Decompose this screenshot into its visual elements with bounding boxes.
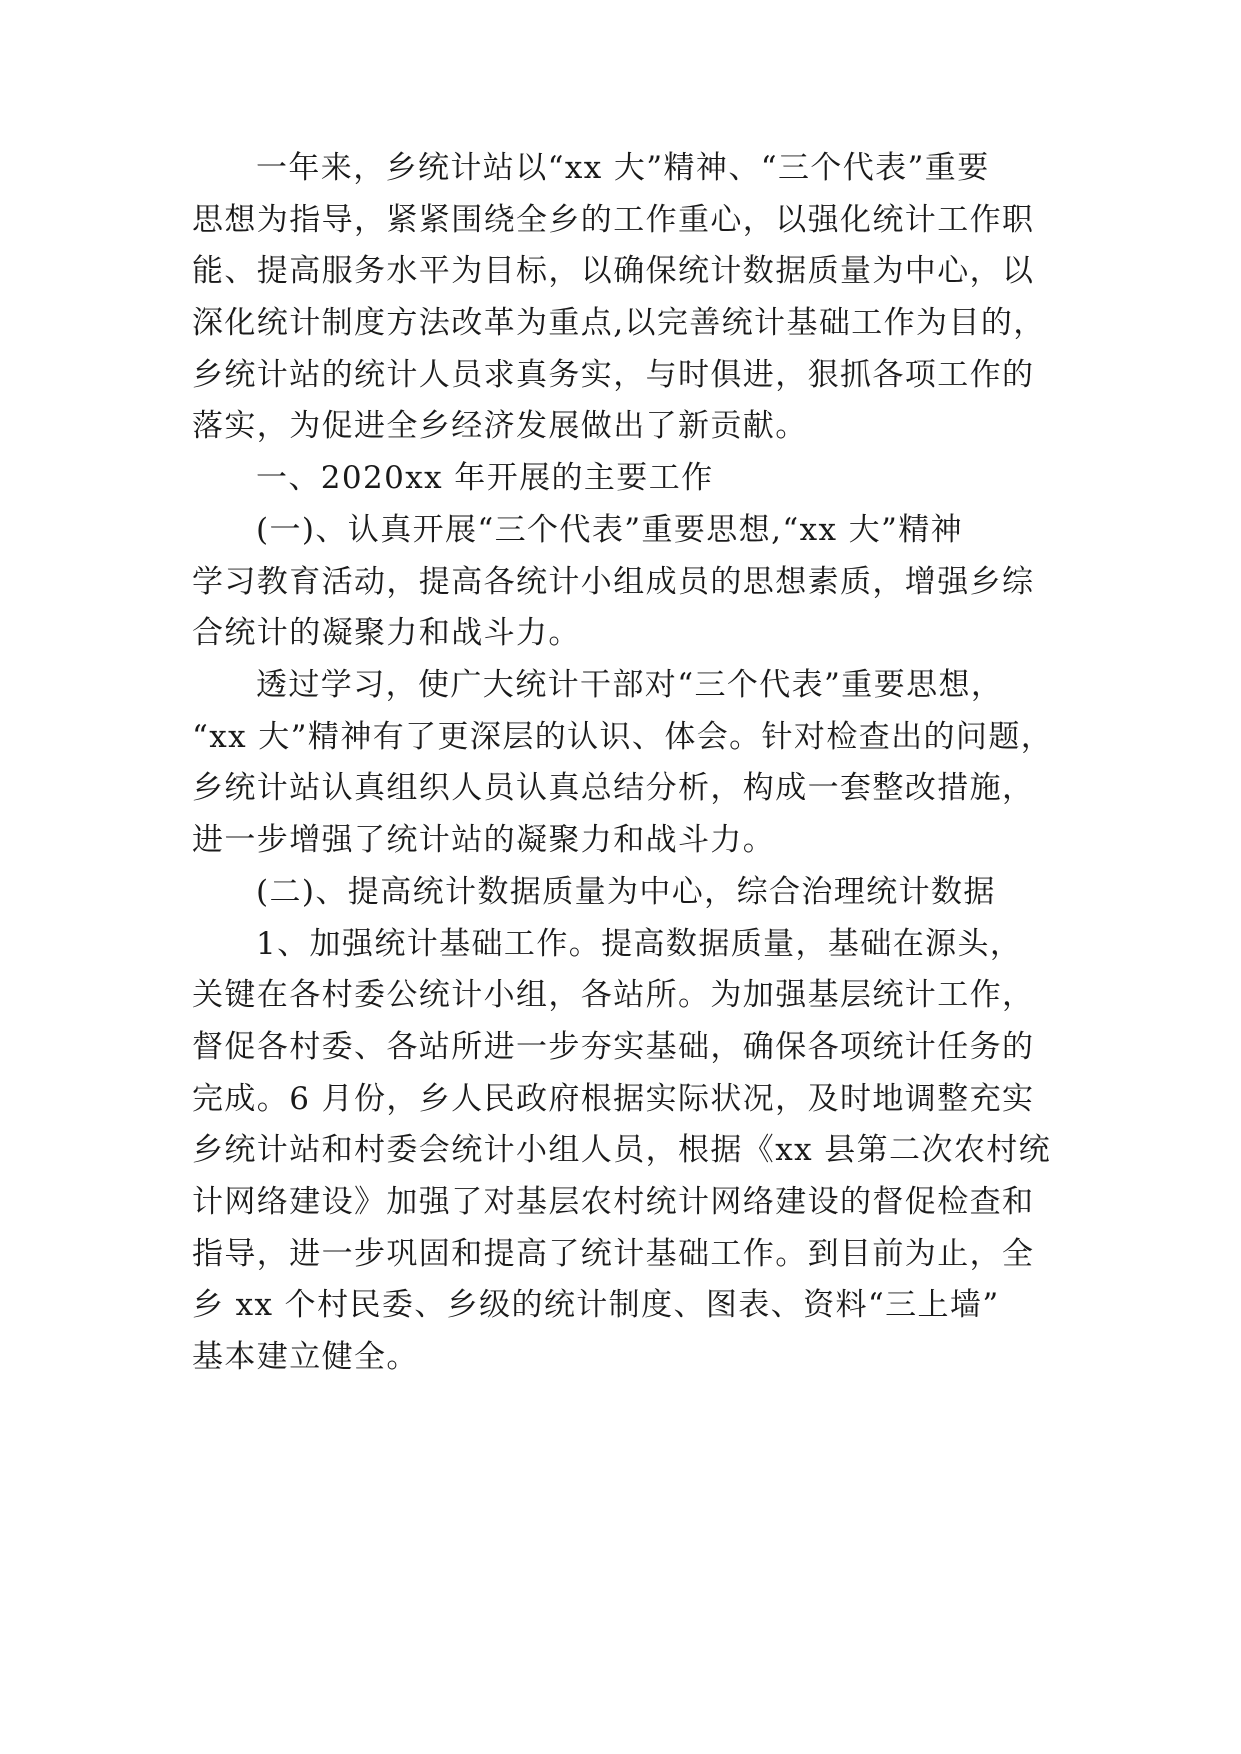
paragraph-intro-line-4: 深化统计制度方法改革为重点,以完善统计基础工作为目的， xyxy=(192,305,1046,341)
subheading-2: (二)、提高统计数据质量为中心，综合治理统计数据 xyxy=(256,874,996,910)
paragraph-basics-line-1: 1、加强统计基础工作。提高数据质量，基础在源头， xyxy=(256,926,1023,962)
paragraph-basics-line-8: 乡 xx 个村民委、乡级的统计制度、图表、资料“三上墙” xyxy=(192,1287,1000,1323)
paragraph-intro-line-5: 乡统计站的统计人员求真务实，与时俱进，狠抓各项工作的 xyxy=(192,357,1035,393)
paragraph-basics-line-6: 计网络建设》加强了对基层农村统计网络建设的督促检查和 xyxy=(192,1184,1035,1220)
paragraph-study-line-2: “xx 大”精神有了更深层的认识、体会。针对检查出的问题， xyxy=(192,719,1054,755)
subheading-1-line-1: (一)、认真开展“三个代表”重要思想,“xx 大”精神 xyxy=(256,512,964,548)
paragraph-intro-line-2: 思想为指导，紧紧围绕全乡的工作重心，以强化统计工作职 xyxy=(192,202,1035,238)
paragraph-basics-line-5: 乡统计站和村委会统计小组人员，根据《xx 县第二次农村统 xyxy=(192,1132,1052,1168)
paragraph-study-line-4: 进一步增强了统计站的凝聚力和战斗力。 xyxy=(192,822,776,858)
subheading-1-line-3: 合统计的凝聚力和战斗力。 xyxy=(192,615,581,651)
paragraph-study-line-1: 透过学习，使广大统计干部对“三个代表”重要思想， xyxy=(256,667,1004,703)
paragraph-study-line-3: 乡统计站认真组织人员认真总结分析，构成一套整改措施， xyxy=(192,770,1035,806)
section-heading-main-work: 一、2020xx 年开展的主要工作 xyxy=(256,460,714,496)
paragraph-basics-line-3: 督促各村委、各站所进一步夯实基础，确保各项统计任务的 xyxy=(192,1029,1035,1065)
paragraph-basics-line-4: 完成。6 月份，乡人民政府根据实际状况，及时地调整充实 xyxy=(192,1081,1035,1117)
paragraph-intro-line-1: 一年来，乡统计站以“xx 大”精神、“三个代表”重要 xyxy=(256,150,990,186)
paragraph-intro-line-6: 落实，为促进全乡经济发展做出了新贡献。 xyxy=(192,408,808,444)
subheading-1-line-2: 学习教育活动，提高各统计小组成员的思想素质，增强乡综 xyxy=(192,564,1035,600)
paragraph-basics-line-9: 基本建立健全。 xyxy=(192,1339,419,1375)
paragraph-intro-line-3: 能、提高服务水平为目标，以确保统计数据质量为中心，以 xyxy=(192,253,1035,289)
paragraph-basics-line-2: 关键在各村委公统计小组，各站所。为加强基层统计工作， xyxy=(192,977,1035,1013)
paragraph-basics-line-7: 指导，进一步巩固和提高了统计基础工作。到目前为止，全 xyxy=(192,1236,1035,1272)
